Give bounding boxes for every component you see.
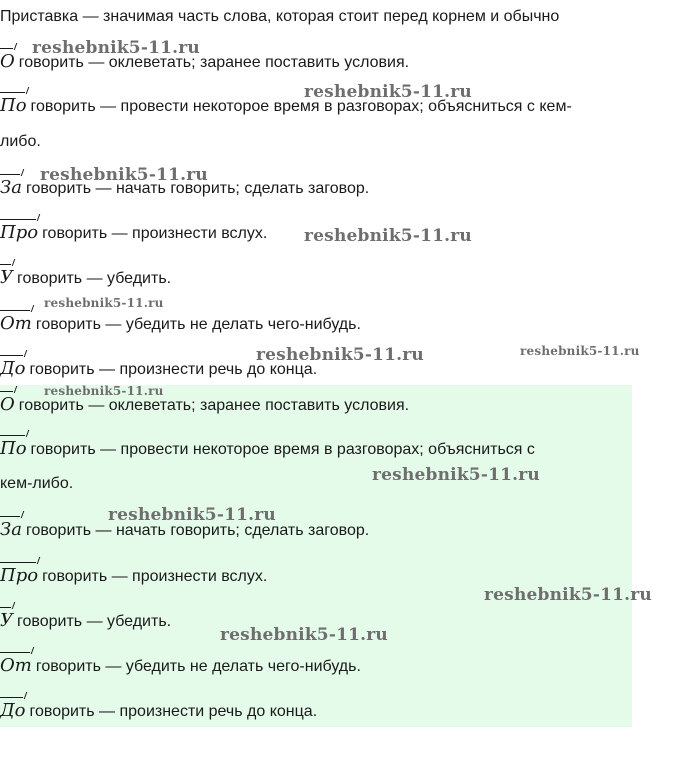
entry-text: говорить — произнести вслух. (42, 568, 268, 585)
watermark: reshebnik5-11.ru (32, 38, 200, 58)
prefix-za: За (0, 174, 22, 198)
entry-do (0, 697, 317, 722)
prefix-za: За (0, 516, 22, 540)
entry-text: говорить — убедить не делать чего-нибудь. (35, 658, 361, 675)
watermark: reshebnik5-11.ru (304, 226, 472, 246)
entry-text: говорить — начать говорить; сделать заговор. (25, 180, 370, 197)
entry-continuation: кем-либо. (0, 475, 74, 492)
entry-continuation: либо. (0, 133, 41, 150)
prefix-do: До (0, 697, 25, 721)
prefix-u: У (0, 607, 13, 631)
entry-text: говорить — произнести речь до конца. (29, 361, 318, 378)
prefix-ot: От (0, 652, 32, 676)
entry-pro (0, 562, 267, 587)
watermark: reshebnik5-11.ru (44, 384, 164, 398)
entry-text: говорить — убедить. (17, 270, 172, 287)
intro-text: Приставка — значимая часть слова, которая стоит перед корнем и обычно (0, 8, 560, 25)
prefix-pro: Про (0, 562, 38, 586)
entry-ot (0, 310, 361, 335)
entry-u (0, 264, 171, 289)
entry-po (0, 435, 535, 460)
entry-text: говорить — убедить. (17, 613, 172, 630)
watermark: reshebnik5-11.ru (44, 296, 164, 310)
entry-ot (0, 652, 361, 677)
prefix-po: По (0, 92, 27, 116)
watermark: reshebnik5-11.ru (372, 465, 540, 485)
watermark: reshebnik5-11.ru (256, 345, 424, 365)
prefix-o: О (0, 391, 15, 415)
prefix-po: По (0, 435, 27, 459)
entry-text: говорить — начать говорить; сделать заговор. (25, 522, 370, 539)
entry-text: говорить — провести некоторое время в разговорах; объясниться с кем- (30, 98, 572, 115)
watermark: reshebnik5-11.ru (520, 344, 640, 358)
watermark: reshebnik5-11.ru (304, 82, 472, 102)
entry-text: говорить — оклеветать; заранее поставить условия. (18, 397, 410, 414)
entry-u (0, 607, 171, 632)
entry-text: говорить — убедить не делать чего-нибудь. (35, 316, 361, 333)
prefix-ot: От (0, 310, 32, 334)
entry-pro (0, 219, 267, 244)
watermark: reshebnik5-11.ru (108, 505, 276, 525)
prefix-pro: Про (0, 219, 38, 243)
prefix-o: О (0, 48, 15, 72)
watermark: reshebnik5-11.ru (484, 585, 652, 605)
prefix-u: У (0, 264, 13, 288)
entry-text: говорить — оклеветать; заранее поставить условия. (18, 54, 410, 71)
prefix-do: До (0, 355, 25, 379)
entry-text: говорить — провести некоторое время в разговорах; объясниться с (30, 441, 535, 458)
entry-po (0, 92, 572, 117)
watermark: reshebnik5-11.ru (40, 165, 208, 185)
entry-text: говорить — произнести речь до конца. (29, 703, 318, 720)
watermark: reshebnik5-11.ru (220, 625, 388, 645)
entry-text: говорить — произнести вслух. (42, 225, 268, 242)
